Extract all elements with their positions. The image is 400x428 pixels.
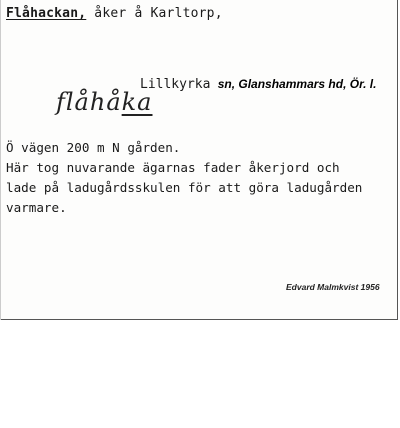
heading-description: åker å Karltorp, (86, 6, 223, 21)
body-line: varmare. (6, 200, 67, 215)
card-edge (0, 0, 1, 320)
parish-name: Lillkyrka (140, 77, 211, 92)
location-line (140, 76, 376, 92)
phonetic-part-3: ka (121, 88, 153, 116)
body-line: lade på ladugårdsskulen för att göra ladugården (6, 180, 363, 195)
administrative-area: sn, Glanshammars hd, Ör. l. (217, 77, 377, 91)
phonetic-part-2: hå (89, 88, 122, 116)
card-body (6, 138, 396, 218)
headword: Flåhackan, (6, 6, 87, 21)
phonetic-transcription (56, 88, 153, 116)
phonetic-part-1: flå (56, 88, 90, 116)
collector-signature: Edvard Malmkvist 1956 (286, 282, 380, 292)
card-heading (6, 6, 223, 21)
body-line: Här tog nuvarande ägarnas fader åkerjord och (6, 160, 340, 175)
body-line: Ö vägen 200 m N gården. (6, 140, 181, 155)
